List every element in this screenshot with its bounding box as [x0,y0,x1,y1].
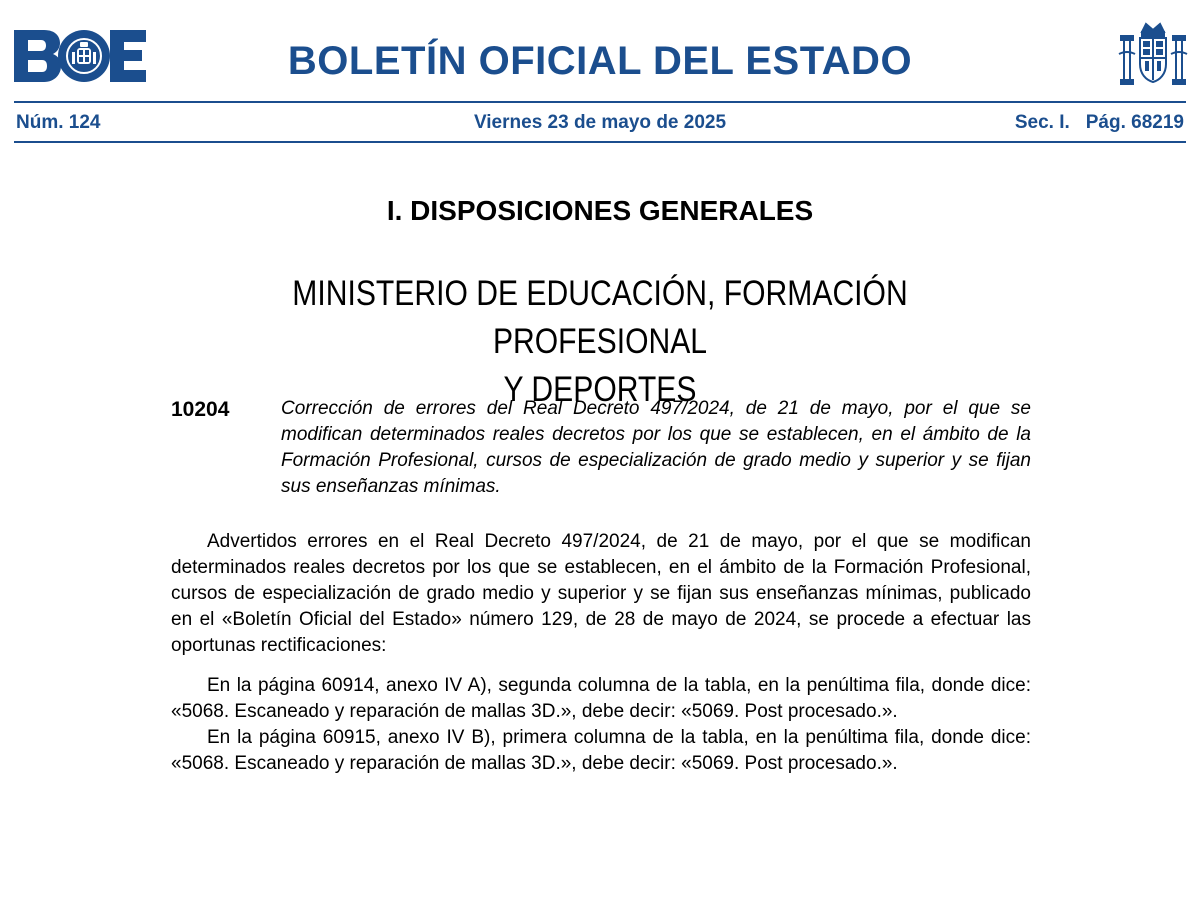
header-rule-top [14,101,1186,103]
document-body [171,529,1031,777]
body-paragraph: En la página 60914, anexo IV A), segunda columna de la tabla, en la penúltima fila, donde dice: «5068. Escaneado y reparación de mallas 3D.», debe decir: «5069. Post procesado.». [171,675,1031,722]
ministry-heading [213,270,987,414]
header-rule-bottom [14,141,1186,143]
coat-of-arms-icon [1118,18,1188,92]
section-page [1015,111,1184,135]
section-label: Sec. I. [1014,112,1070,133]
issue-number: Núm. 124 [16,112,101,133]
document-title: Corrección de errores del Real Decreto 497/2024, de 21 de mayo, por el que se modifican determinados reales decretos por los que se establecen, en el ámbito de la Formación Profesional, cursos de especialización de grado medio y superior y se fijan sus enseñanzas mínimas. [281,398,1031,497]
page-label: Pág. 68219 [1085,112,1184,133]
body-paragraph: En la página 60915, anexo IV B), primera columna de la tabla, en la penúltima fila, donde dice: «5068. Escaneado y reparación de mallas 3D.», debe decir: «5069. Post procesado.». [171,727,1031,774]
boe-logo [14,28,146,84]
body-paragraph: Advertidos errores en el Real Decreto 497/2024, de 21 de mayo, por el que se modifican determinados reales decretos por los que se establecen, en el ámbito de la Formación Profesional, cursos de especialización de grado medio y superior y se fijan sus enseñanzas mínimas, publicado en el «Boletín Oficial del Estado» número 129, de 28 de mayo de 2024, se procede a efectuar las oportunas rectificaciones: [171,531,1031,656]
issue-date: Viernes 23 de mayo de 2025 [473,112,727,133]
section-title: I. DISPOSICIONES GENERALES [386,195,814,226]
document-number: 10204 [171,398,230,421]
ministry-line-1: MINISTERIO DE EDUCACIÓN, FORMACIÓN PROFESIONAL [292,274,908,361]
ministry-line-2: Y DEPORTES [503,370,697,409]
masthead-title: BOLETÍN OFICIAL DEL ESTADO [287,39,913,83]
